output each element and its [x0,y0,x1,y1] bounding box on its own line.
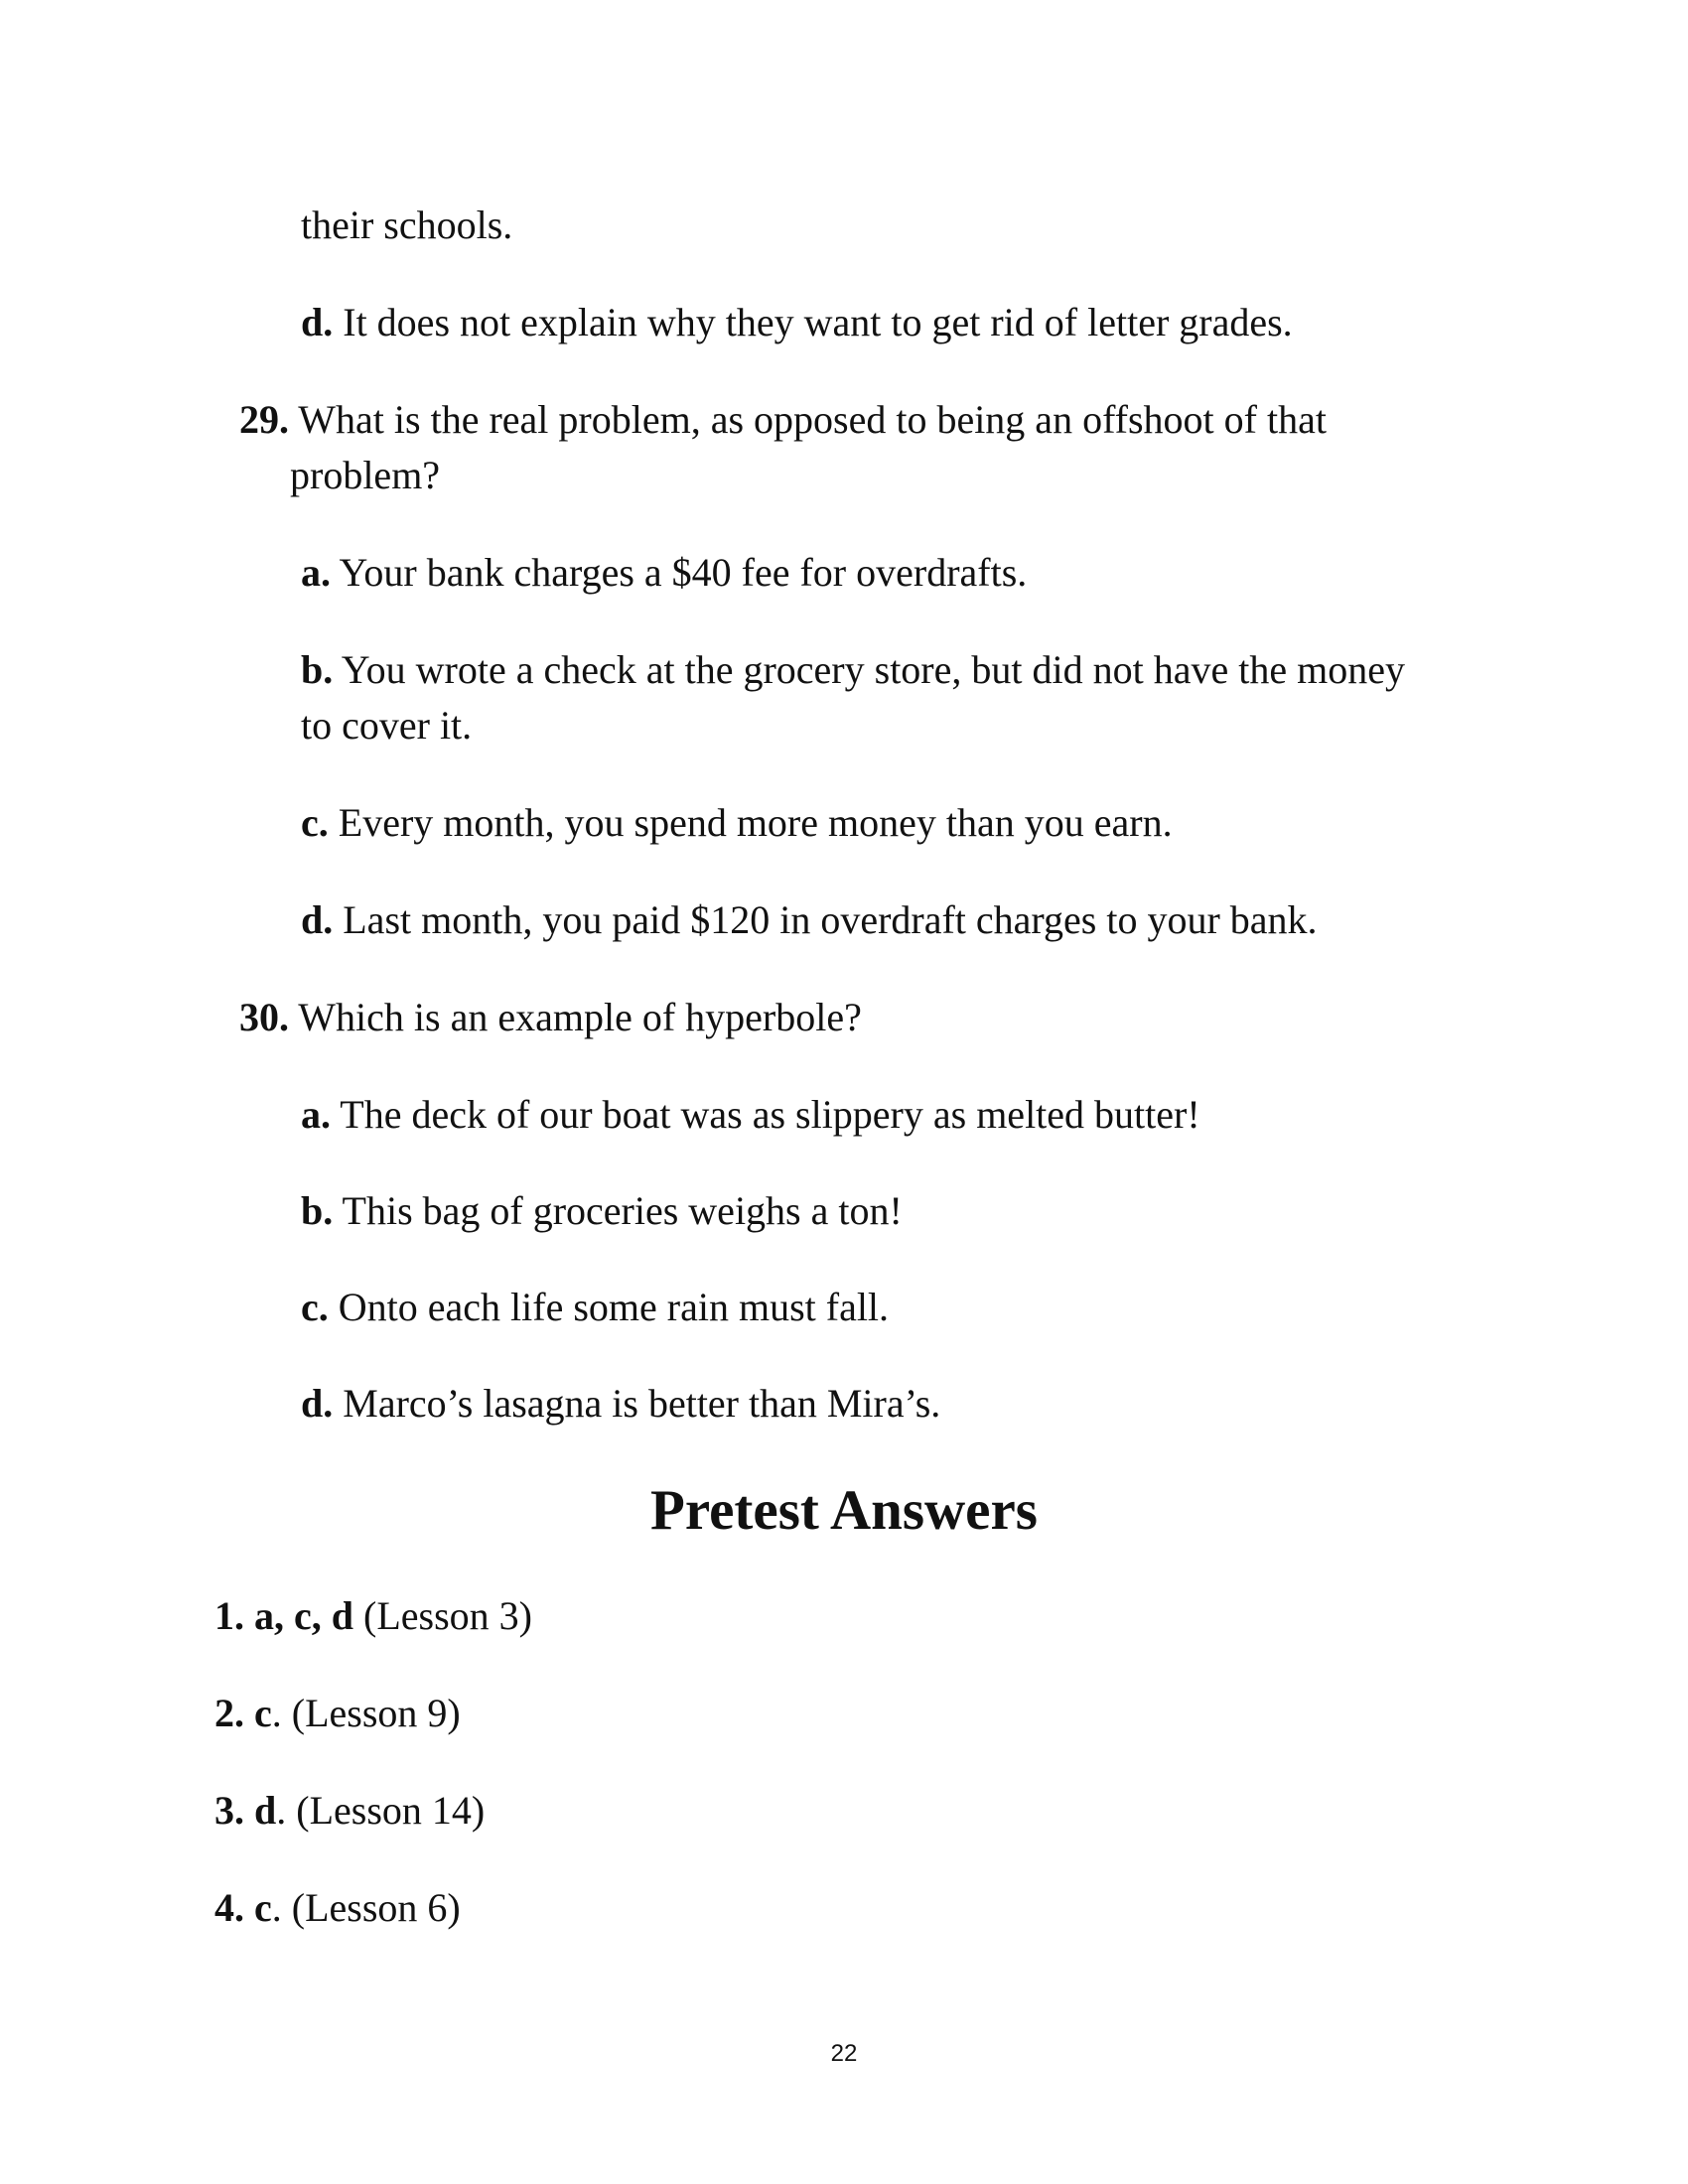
q30-stem [239,990,862,1045]
answer-item [214,1880,461,1936]
q29-option-b-continued: to cover it. [301,703,473,748]
q29-option-c [301,795,1173,851]
option-text: You wrote a check at the grocery store, but did not have the money [333,647,1405,692]
option-text: Last month, you paid $120 in overdraft charges to your bank. [333,897,1318,942]
option-text: Every month, you spend more money than you earn. [328,800,1173,845]
option-text: Onto each life some rain must fall. [328,1285,890,1329]
answer-lesson: (Lesson 3) [353,1593,532,1638]
question-number: 30. [239,995,289,1039]
answer-key: 1. a, c, d [214,1593,353,1638]
option-text: Your bank charges a $40 fee for overdrafts. [331,550,1028,595]
question-number: 29. [239,397,289,442]
answer-key: 4. c [214,1885,272,1930]
option-text: Marco’s lasagna is better than Mira’s. [333,1381,941,1426]
option-letter: a. [301,550,331,595]
q29-option-d [301,892,1318,948]
answer-key: 2. c [214,1691,272,1735]
answer-key: 3. d [214,1788,277,1833]
option-letter: d. [301,897,334,942]
answer-lesson: . (Lesson 6) [271,1885,461,1930]
option-letter: b. [301,1188,334,1233]
option-text: It does not explain why they want to get rid of letter grades. [333,300,1293,344]
q29-option-b [301,642,1405,698]
option-letter: d. [301,300,334,344]
answer-item [214,1588,532,1644]
q29-option-a [301,545,1027,601]
option-text: The deck of our boat was as slippery as melted butter! [331,1092,1200,1137]
option-text: This bag of groceries weighs a ton! [333,1188,903,1233]
answer-item [214,1686,461,1741]
option-letter: a. [301,1092,331,1137]
q30-option-c [301,1280,889,1335]
option-letter: c. [301,1285,329,1329]
q29-stem-continued: problem? [290,453,441,497]
carryover-text: their schools. [301,203,513,247]
answer-lesson: . (Lesson 9) [271,1691,461,1735]
option-letter: b. [301,647,334,692]
q30-option-b [301,1183,903,1239]
section-heading: Pretest Answers [650,1479,1038,1542]
q30-option-d [301,1376,940,1432]
page-number: 22 [830,2040,858,2067]
answer-lesson: . (Lesson 14) [276,1788,486,1833]
q29-stem [239,392,1327,448]
answer-item [214,1783,485,1839]
question-text: What is the real problem, as opposed to being an offshoot of that [289,397,1327,442]
q28-option-d [301,295,1293,350]
q30-option-a [301,1087,1200,1143]
question-text: Which is an example of hyperbole? [289,995,862,1039]
option-letter: d. [301,1381,334,1426]
option-letter: c. [301,800,329,845]
